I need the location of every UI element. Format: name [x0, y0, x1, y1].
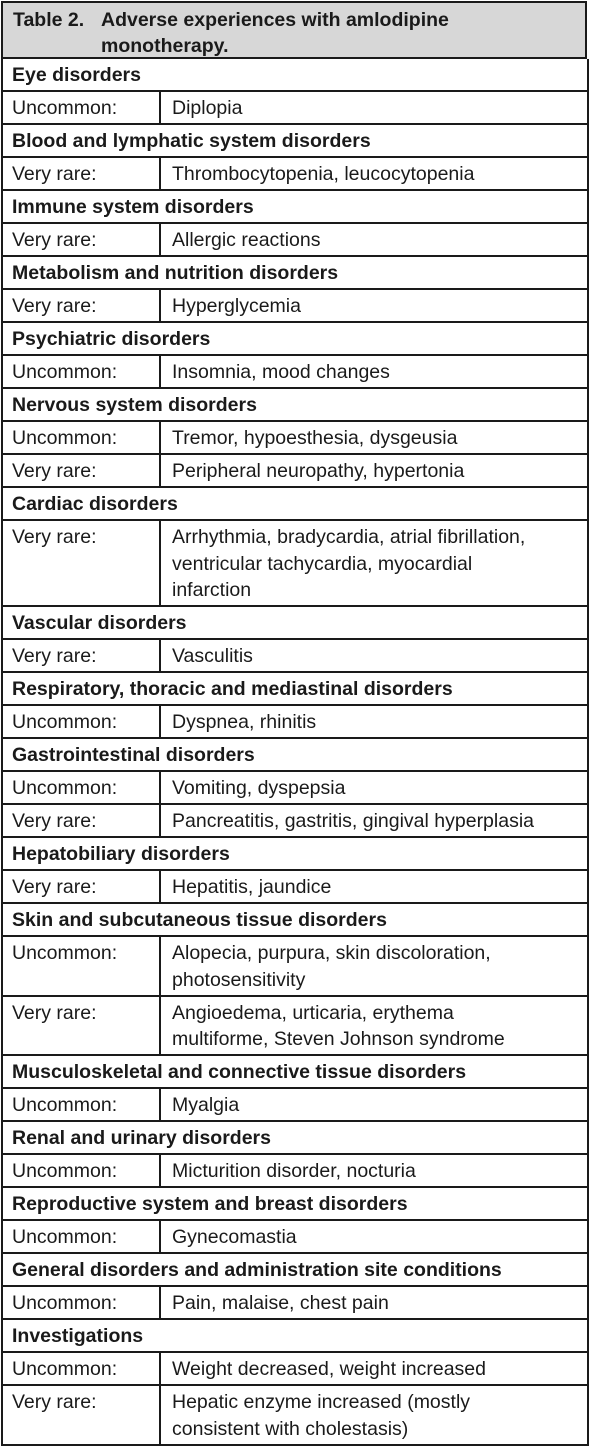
- category-heading: General disorders and administration site conditions: [12, 1259, 502, 1281]
- table-row: [1, 1221, 589, 1254]
- category-heading: Respiratory, thoracic and mediastinal disorders: [12, 678, 453, 700]
- category-row: [1, 1320, 589, 1353]
- table-row: [1, 706, 589, 739]
- table-row: [1, 1386, 589, 1446]
- adverse-effects-cell: Vasculitis: [172, 645, 253, 667]
- category-row: [1, 904, 589, 937]
- adverse-effects-cell: Tremor, hypoesthesia, dysgeusia: [172, 427, 458, 449]
- table-row: [1, 290, 589, 323]
- frequency-cell: Very rare:: [3, 455, 161, 486]
- category-heading: Blood and lymphatic system disorders: [12, 130, 371, 152]
- frequency-cell: Very rare:: [3, 1386, 161, 1444]
- frequency-cell: Very rare:: [3, 224, 161, 255]
- table-row: [1, 805, 589, 838]
- category-heading: Immune system disorders: [12, 196, 254, 218]
- frequency-cell: Very rare:: [3, 805, 161, 836]
- table-row: [1, 158, 589, 191]
- category-row: [1, 1122, 589, 1155]
- adverse-effects-cell: Weight decreased, weight increased: [172, 1358, 486, 1380]
- category-row: [1, 838, 589, 871]
- frequency-cell: Very rare:: [3, 997, 161, 1055]
- adverse-effects-cell: Hyperglycemia: [172, 295, 301, 317]
- frequency-cell: Very rare:: [3, 290, 161, 321]
- frequency-cell: Uncommon:: [3, 1287, 161, 1318]
- category-heading: Musculoskeletal and connective tissue disorders: [12, 1061, 467, 1083]
- table-row: [1, 1155, 589, 1188]
- table-row: [1, 521, 589, 607]
- adverse-effects-cell: Insomnia, mood changes: [172, 361, 390, 383]
- category-row: [1, 1254, 589, 1287]
- table-row: [1, 1353, 589, 1386]
- adverse-effects-cell: Pancreatitis, gastritis, gingival hyperplasia: [172, 810, 535, 832]
- frequency-cell: Uncommon:: [3, 1353, 161, 1384]
- category-row: [1, 1188, 589, 1221]
- frequency-cell: Uncommon:: [3, 772, 161, 803]
- category-row: [1, 125, 589, 158]
- category-heading: Nervous system disorders: [12, 394, 257, 416]
- category-heading: Reproductive system and breast disorders: [12, 1193, 408, 1215]
- table-row: [1, 92, 589, 125]
- adverse-effects-cell: Hepatic enzyme increased (mostly consistent with cholestasis): [172, 1391, 471, 1440]
- category-heading: Eye disorders: [12, 64, 141, 86]
- category-row: [1, 257, 589, 290]
- category-row: [1, 191, 589, 224]
- category-row: [1, 59, 589, 92]
- table-row: [1, 772, 589, 805]
- category-row: [1, 673, 589, 706]
- adverse-effects-cell: Myalgia: [172, 1094, 240, 1116]
- table-row: [1, 937, 589, 997]
- table-row: [1, 1089, 589, 1122]
- table-title: [1, 1, 587, 59]
- frequency-cell: Uncommon:: [3, 1155, 161, 1186]
- category-row: [1, 389, 589, 422]
- category-heading: Psychiatric disorders: [12, 328, 211, 350]
- category-row: [1, 1056, 589, 1089]
- frequency-cell: Very rare:: [3, 521, 161, 605]
- frequency-cell: Uncommon:: [3, 1089, 161, 1120]
- table-title-line-1: Adverse experiences with amlodipine: [101, 9, 449, 31]
- table-title-line-2: monotherapy.: [101, 35, 229, 57]
- adverse-effects-cell: Arrhythmia, bradycardia, atrial fibrillation, ventricular tachycardia, myocardial infarction: [172, 526, 526, 601]
- adverse-effects-cell: Vomiting, dyspepsia: [172, 777, 346, 799]
- frequency-cell: Uncommon:: [3, 356, 161, 387]
- category-row: [1, 607, 589, 640]
- table-row: [1, 997, 589, 1057]
- frequency-cell: Uncommon:: [3, 706, 161, 737]
- frequency-cell: Uncommon:: [3, 937, 161, 995]
- table-row: [1, 640, 589, 673]
- adverse-effects-cell: Pain, malaise, chest pain: [172, 1292, 389, 1314]
- category-heading: Gastrointestinal disorders: [12, 744, 255, 766]
- category-row: [1, 323, 589, 356]
- category-row: [1, 488, 589, 521]
- table-row: [1, 356, 589, 389]
- category-heading: Metabolism and nutrition disorders: [12, 262, 339, 284]
- table-row: [1, 224, 589, 257]
- frequency-cell: Very rare:: [3, 871, 161, 902]
- adverse-effects-cell: Dyspnea, rhinitis: [172, 711, 317, 733]
- category-row: [1, 739, 589, 772]
- adverse-effects-cell: Allergic reactions: [172, 229, 321, 251]
- frequency-cell: Uncommon:: [3, 1221, 161, 1252]
- category-heading: Skin and subcutaneous tissue disorders: [12, 909, 387, 931]
- table-row: [1, 422, 589, 455]
- category-heading: Renal and urinary disorders: [12, 1127, 271, 1149]
- table-number: Table 2.: [13, 9, 85, 31]
- adverse-effects-cell: Alopecia, purpura, skin discoloration, photosensitivity: [172, 942, 491, 991]
- adverse-effects-cell: Gynecomastia: [172, 1226, 297, 1248]
- table-row: [1, 871, 589, 904]
- frequency-cell: Very rare:: [3, 158, 161, 189]
- frequency-cell: Uncommon:: [3, 422, 161, 453]
- table-row: [1, 1287, 589, 1320]
- frequency-cell: Very rare:: [3, 640, 161, 671]
- frequency-cell: Uncommon:: [3, 92, 161, 123]
- category-heading: Investigations: [12, 1325, 144, 1347]
- adverse-effects-cell: Diplopia: [172, 97, 243, 119]
- adverse-effects-cell: Angioedema, urticaria, erythema multiforme, Steven Johnson syndrome: [172, 1001, 505, 1050]
- table-row: [1, 455, 589, 488]
- category-heading: Vascular disorders: [12, 612, 187, 634]
- adverse-effects-cell: Hepatitis, jaundice: [172, 876, 332, 898]
- category-heading: Cardiac disorders: [12, 493, 178, 515]
- category-heading: Hepatobiliary disorders: [12, 843, 230, 865]
- adverse-effects-cell: Micturition disorder, nocturia: [172, 1160, 416, 1182]
- adverse-effects-cell: Peripheral neuropathy, hypertonia: [172, 460, 465, 482]
- adverse-effects-cell: Thrombocytopenia, leucocytopenia: [172, 163, 475, 185]
